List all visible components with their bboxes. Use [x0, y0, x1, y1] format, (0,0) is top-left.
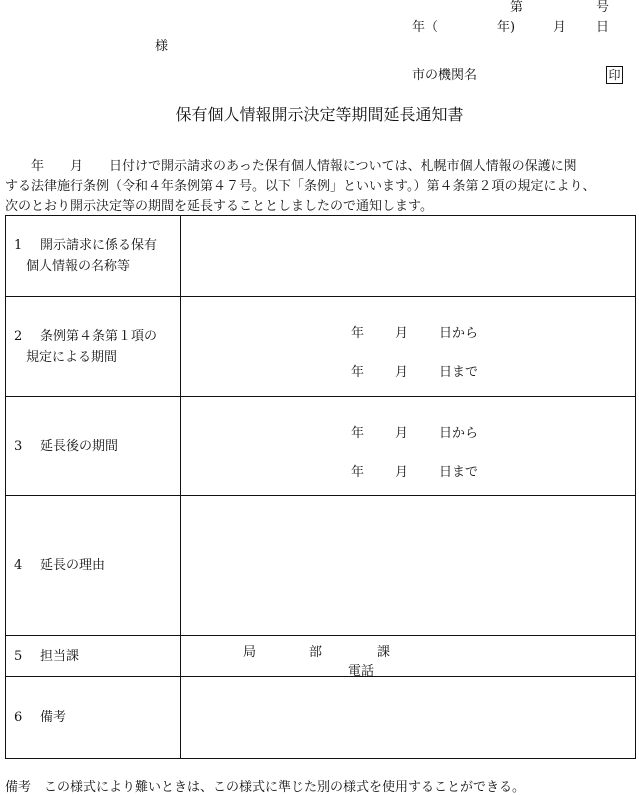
phone-label: 電話	[348, 664, 375, 679]
footnote-text: この様式により難いときは、この様式に準じた別の様式を使用することができる。	[44, 780, 526, 795]
department-field[interactable]	[181, 636, 636, 677]
number-go: 号	[596, 0, 610, 15]
date-month: 月	[553, 20, 567, 35]
period-to	[351, 361, 478, 380]
body-paragraph	[5, 157, 635, 217]
agency-name-label: 市の機関名	[412, 68, 478, 83]
period-to-text: 日まで	[439, 465, 479, 480]
period-year: 年	[351, 426, 365, 441]
number-dai: 第	[510, 0, 524, 15]
period-month: 月	[395, 465, 409, 480]
unit-ka: 課	[377, 645, 391, 660]
table-row	[6, 496, 636, 636]
extension-reason-field[interactable]	[181, 496, 636, 636]
date-year-close: 年)	[497, 20, 516, 35]
remarks-field[interactable]	[181, 677, 636, 759]
row-label	[6, 636, 181, 677]
body-line-2: する法律施行条例（令和４年条例第４７号。以下「条例」といいます。）第４条第２項の規定により、	[5, 179, 596, 194]
row-number: 4	[14, 558, 23, 573]
table-row	[6, 636, 636, 677]
document-title: 保有個人情報開示決定等期間延長通知書	[175, 105, 464, 124]
table-row	[6, 297, 636, 397]
footnote-label: 備考	[5, 780, 32, 795]
row-number: 1	[14, 238, 23, 253]
row-label-text: 規定による期間	[26, 349, 118, 365]
row-label	[6, 677, 181, 759]
period-month: 月	[395, 326, 409, 341]
unit-bu: 部	[309, 645, 323, 660]
period-month: 月	[395, 426, 409, 441]
period-month: 月	[395, 365, 409, 380]
period-to-text: 日まで	[439, 365, 479, 380]
row-number: 2	[14, 328, 23, 344]
row-number: 5	[14, 648, 23, 664]
document-name-field[interactable]	[181, 216, 636, 297]
unit-kyoku: 局	[243, 645, 257, 660]
form-table	[5, 215, 636, 759]
row-label-text: 個人情報の名称等	[26, 259, 131, 274]
row-label-text: 担当課	[40, 648, 80, 664]
body-line-3: 次のとおり開示決定等の期間を延長することとしましたので通知します。	[5, 199, 433, 214]
date-year-open: 年（	[412, 20, 439, 35]
table-row	[6, 216, 636, 297]
row-label-text: 備考	[40, 710, 67, 725]
footnote	[5, 776, 525, 795]
row-label-text: 条例第４条第１項の	[40, 328, 158, 344]
row-label	[6, 216, 181, 297]
period-from-text: 日から	[439, 426, 479, 441]
table-row	[6, 397, 636, 496]
row-label	[6, 297, 181, 397]
row-label-text: 延長後の期間	[40, 438, 119, 454]
addressee-sama: 様	[155, 39, 169, 54]
seal-box: 印	[606, 66, 623, 84]
row-label	[6, 397, 181, 496]
date-day: 日	[596, 20, 610, 35]
period-year: 年	[351, 365, 365, 380]
original-period-field[interactable]	[181, 297, 636, 397]
row-label-text: 開示請求に係る保有	[40, 238, 158, 253]
period-year: 年	[351, 465, 365, 480]
row-number: 3	[14, 438, 23, 454]
period-from	[351, 322, 478, 341]
period-from-text: 日から	[439, 326, 479, 341]
period-from	[351, 422, 478, 441]
row-label	[6, 496, 181, 636]
table-row	[6, 677, 636, 759]
row-label-text: 延長の理由	[40, 558, 106, 573]
department-units	[243, 641, 390, 660]
period-year: 年	[351, 326, 365, 341]
row-number: 6	[14, 710, 23, 725]
period-to	[351, 461, 478, 480]
extended-period-field[interactable]	[181, 397, 636, 496]
body-line-1: 年 月 日付けで開示請求のあった保有個人情報については、札幌市個人情報の保護に関	[5, 159, 577, 174]
